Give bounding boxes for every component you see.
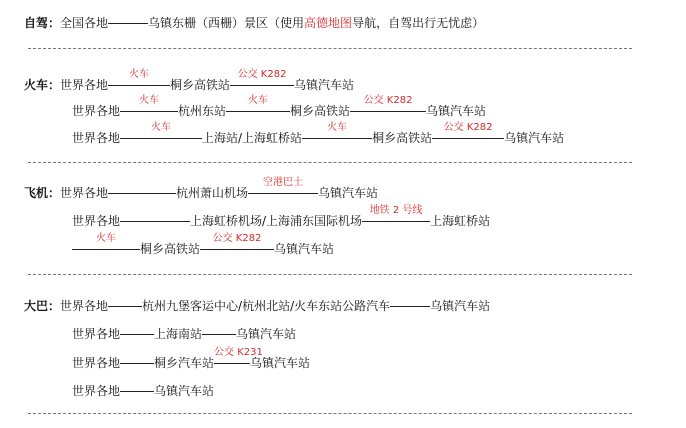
route-connector	[432, 122, 504, 139]
section-divider	[28, 162, 632, 163]
route-stop: 桐乡高铁站	[170, 78, 231, 92]
route-origin: 世界各地	[60, 186, 109, 200]
plane-label: 飞机：	[24, 186, 61, 200]
self-drive-connector	[108, 23, 148, 24]
self-drive-note: 导航，自驾出行无忧虑）	[352, 16, 485, 30]
route-origin: 世界各地	[72, 356, 121, 370]
section-divider	[28, 48, 632, 49]
route-connector	[248, 177, 318, 194]
connector-caption: 公交 K231	[214, 347, 263, 358]
self-drive-line	[24, 16, 484, 30]
plane-route-3	[72, 233, 335, 256]
route-stop: 桐乡高铁站	[140, 242, 201, 256]
connector-caption: 公交 K282	[237, 69, 287, 80]
connector-caption: 火车	[129, 69, 150, 80]
connector-caption: 地铁 2 号线	[369, 205, 423, 216]
connector-caption: 火车	[139, 95, 160, 106]
route-destination: 上海虹桥站	[430, 214, 491, 228]
route-stop: 杭州东站	[178, 104, 227, 118]
route-stop: 桐乡高铁站	[290, 104, 351, 118]
self-drive-label: 自驾：	[24, 16, 61, 30]
route-connector	[362, 205, 430, 222]
route-connector	[226, 95, 290, 112]
route-connector	[108, 69, 170, 86]
route-stop: 上海虹桥机场/上海浦东国际机场	[190, 214, 363, 228]
route-destination: 乌镇汽车站	[294, 78, 355, 92]
route-destination: 乌镇汽车站	[430, 299, 491, 313]
route-connector	[120, 334, 154, 335]
route-connector	[120, 122, 202, 139]
route-stop: 上海南站	[154, 327, 203, 341]
route-connector	[120, 95, 178, 112]
route-destination: 乌镇汽车站	[236, 327, 297, 341]
route-connector	[72, 233, 140, 250]
route-stop: 杭州九堡客运中心/杭州北站/火车东站公路汽车	[142, 299, 391, 313]
train-route-1	[24, 69, 355, 92]
connector-caption: 公交 K282	[212, 233, 262, 244]
route-destination: 乌镇汽车站	[274, 242, 335, 256]
bus-route-2	[72, 327, 296, 341]
route-origin: 世界各地	[72, 104, 121, 118]
route-connector	[200, 233, 274, 250]
connector-caption: 火车	[327, 122, 348, 133]
route-stop: 桐乡高铁站	[372, 131, 433, 145]
bus-route-3	[72, 347, 311, 370]
route-connector	[120, 391, 154, 392]
connector-caption: 空港巴士	[263, 177, 304, 188]
connector-caption: 火车	[248, 95, 269, 106]
route-connector	[120, 363, 154, 364]
route-destination: 乌镇汽车站	[154, 384, 215, 398]
route-origin: 世界各地	[60, 299, 109, 313]
bus-route-4	[72, 384, 214, 398]
route-destination: 乌镇汽车站	[426, 104, 487, 118]
route-origin: 世界各地	[72, 384, 121, 398]
connector-caption: 火车	[96, 233, 116, 244]
route-origin: 世界各地	[72, 131, 121, 145]
amap-app-name: 高德地图	[304, 16, 353, 30]
bus-label: 大巴：	[24, 299, 61, 313]
section-divider	[28, 413, 632, 414]
route-stop: 上海站/上海虹桥站	[202, 131, 303, 145]
route-destination: 乌镇汽车站	[504, 131, 565, 145]
route-origin: 世界各地	[60, 78, 109, 92]
plane-route-2	[72, 205, 491, 228]
route-connector	[108, 306, 142, 307]
connector-caption: 公交 K282	[363, 95, 413, 106]
route-connector	[302, 122, 372, 139]
route-origin: 世界各地	[72, 327, 121, 341]
route-connector	[390, 306, 430, 307]
route-destination: 乌镇汽车站	[318, 186, 379, 200]
route-connector	[202, 334, 236, 335]
plane-route-1	[24, 177, 379, 200]
route-destination: 乌镇汽车站	[250, 356, 311, 370]
bus-route-1	[24, 299, 490, 313]
route-connector	[214, 347, 263, 364]
train-label: 火车：	[24, 78, 61, 92]
self-drive-origin: 全国各地	[60, 16, 109, 30]
route-connector	[230, 69, 294, 86]
route-stop: 杭州萧山机场	[176, 186, 249, 200]
route-connector	[350, 95, 426, 112]
connector-caption: 公交 K282	[443, 122, 493, 133]
self-drive-destination: 乌镇东栅（西栅）景区（使用	[148, 16, 305, 30]
route-connector	[120, 221, 190, 222]
route-origin: 世界各地	[72, 214, 121, 228]
train-route-2	[72, 95, 487, 118]
train-route-3	[72, 122, 565, 145]
route-stop: 桐乡汽车站	[154, 356, 215, 370]
section-divider	[28, 274, 632, 275]
connector-caption: 火车	[151, 122, 172, 133]
route-connector	[108, 193, 176, 194]
